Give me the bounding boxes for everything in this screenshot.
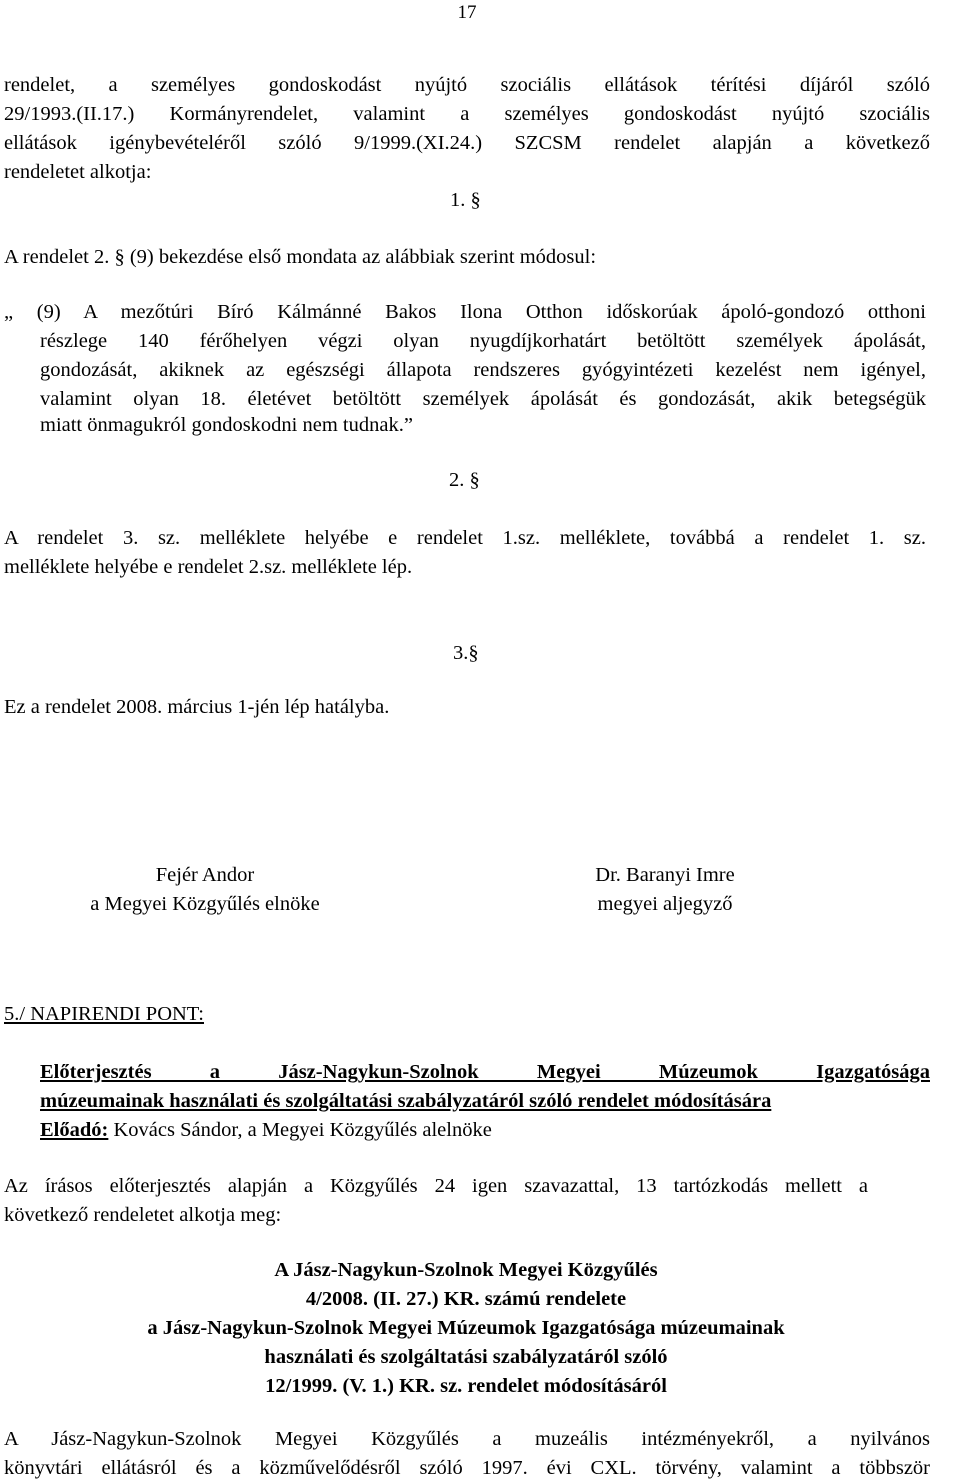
agenda-subject-line: Előterjesztés a Jász-Nagykun-Szolnok Megyei Múzeumok Igazgatósága: [40, 1061, 930, 1083]
signatory-name: Fejér Andor: [155, 864, 255, 886]
intro-line: rendelet, a személyes gondoskodást nyújtó szociális ellátások térítési díjáról szóló: [4, 74, 930, 96]
quote-line: miatt önmagukról gondoskodni nem tudnak.”: [40, 414, 413, 436]
signature-left: [40, 861, 370, 919]
decree-title-line: a Jász-Nagykun-Szolnok Megyei Múzeumok Igazgatósága múzeumainak: [147, 1317, 785, 1339]
presenter-name: Kovács Sándor, a Megyei Közgyűlés alelnöke: [108, 1119, 492, 1141]
signature-right: [530, 861, 800, 919]
intro-line: 29/1993.(II.17.) Kormányrendelet, valamint a személyes gondoskodást nyújtó szociális: [4, 103, 930, 125]
section-2-heading: 2. §: [449, 469, 480, 491]
signatory-title: megyei aljegyző: [597, 893, 733, 915]
decree-title-line: 12/1999. (V. 1.) KR. sz. rendelet módosításáról: [265, 1375, 667, 1397]
agenda-heading: 5./ NAPIRENDI PONT:: [4, 1003, 204, 1025]
signatory-name: Dr. Baranyi Imre: [595, 864, 735, 886]
section-2-line: A rendelet 3. sz. melléklete helyébe e rendelet 1.sz. melléklete, továbbá a rendelet 1. sz.: [4, 527, 926, 549]
section-2-line: melléklete helyébe e rendelet 2.sz. melléklete lép.: [4, 556, 413, 578]
decree-title-line: A Jász-Nagykun-Szolnok Megyei Közgyűlés: [274, 1259, 658, 1281]
quote-line: valamint olyan 18. életévet betöltött személyek ápolását és gondozását, akik betegségük: [40, 388, 926, 410]
quote-line: gondozását, akiknek az egészségi állapota rendszeres gyógyintézeti kezelést nem igényel,: [40, 359, 926, 381]
closing-line: könyvtári ellátásról és a közművelődésről szóló 1997. évi CXL. törvény, valamint a többször: [4, 1457, 930, 1479]
intro-line: ellátások igénybevételéről szóló 9/1999.(XI.24.) SZCSM rendelet alapján a következő: [4, 132, 930, 154]
quote-line: „ (9) A mezőtúri Bíró Kálmánné Bakos Ilona Otthon időskorúak ápoló-gondozó otthoni: [4, 301, 926, 323]
agenda-presenter: [40, 1116, 492, 1145]
agenda-decision-line: Az írásos előterjesztés alapján a Közgyűlés 24 igen szavazattal, 13 tartózkodás mellett a: [4, 1175, 868, 1197]
page-number: 17: [457, 2, 477, 23]
intro-line: rendeletet alkotja:: [4, 161, 152, 183]
section-3-heading: 3.§: [453, 642, 479, 664]
section-3-text: Ez a rendelet 2008. március 1-jén lép hatályba.: [4, 696, 390, 718]
presenter-label: Előadó:: [40, 1119, 109, 1141]
agenda-subject-line: múzeumainak használati és szolgáltatási szabályzatáról szóló rendelet módosítására: [40, 1090, 772, 1112]
decree-title-line: használati és szolgáltatási szabályzatáról szóló: [264, 1346, 668, 1368]
closing-line: A Jász-Nagykun-Szolnok Megyei Közgyűlés a muzeális intézményekről, a nyilvános: [4, 1428, 930, 1450]
signatory-title: a Megyei Közgyűlés elnöke: [90, 893, 320, 915]
decree-title: [0, 1256, 932, 1401]
decree-title-line: 4/2008. (II. 27.) KR. számú rendelete: [305, 1288, 627, 1310]
section-1-intro: A rendelet 2. § (9) bekezdése első mondata az alábbiak szerint módosul:: [4, 246, 597, 268]
agenda-decision-line: következő rendeletet alkotja meg:: [4, 1204, 282, 1226]
section-1-heading: 1. §: [450, 189, 481, 211]
quote-line: részlege 140 férőhelyen végzi olyan nyugdíjkorhatárt betöltött személyek ápolását,: [40, 330, 926, 352]
